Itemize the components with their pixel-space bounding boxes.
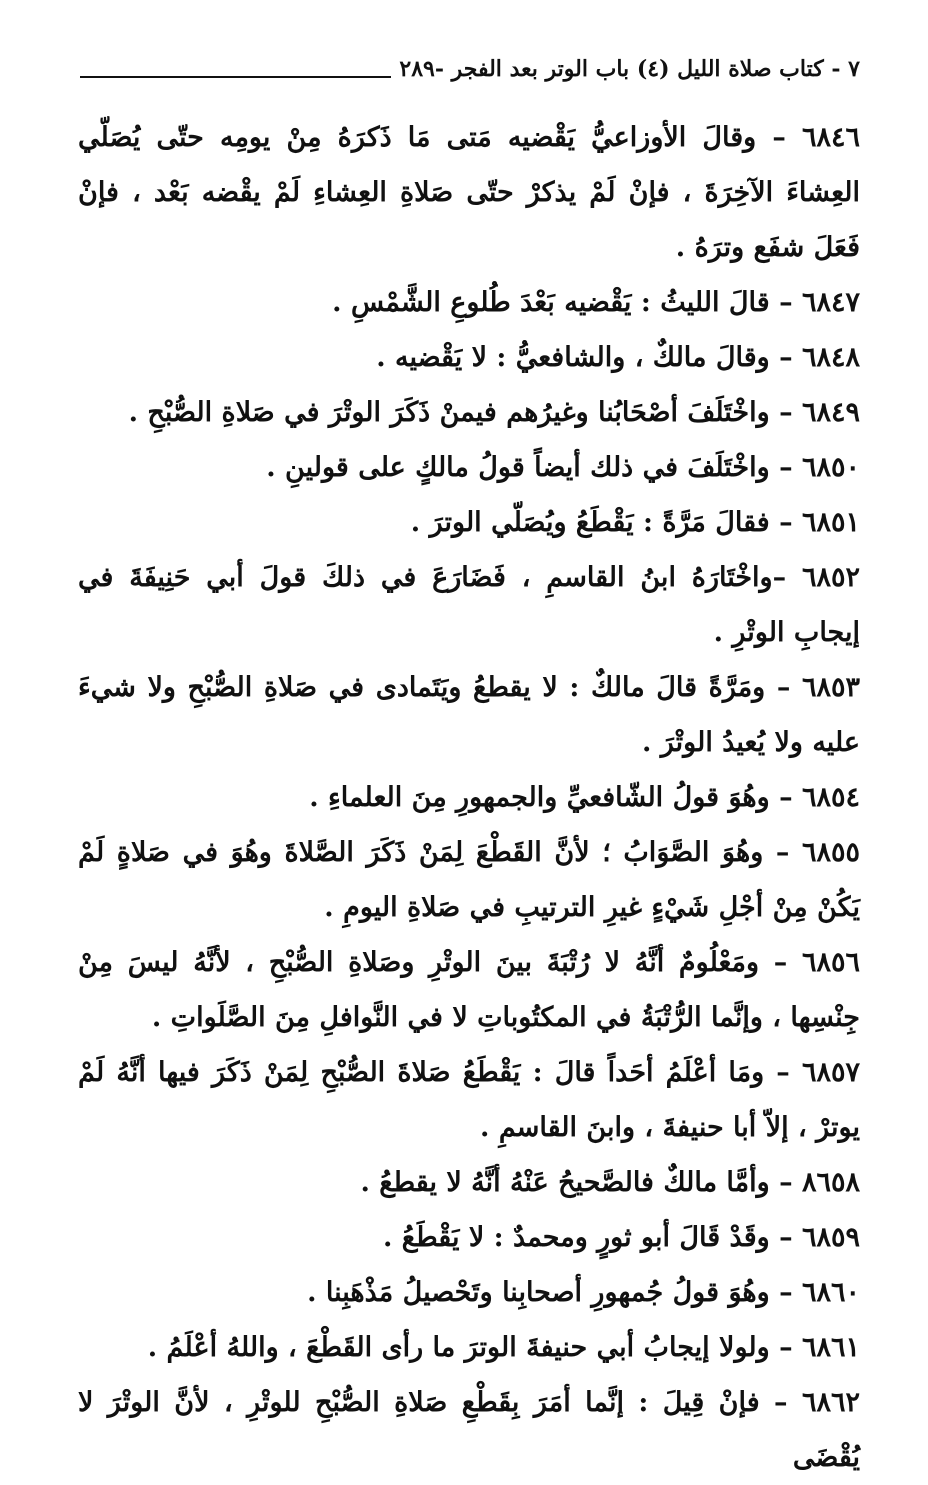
paragraph-text: ولولا إيجابُ أبي حنيفةَ الوترَ ما رأى القَطْعَ ، واللهُ أعْلَمُ . [147,1332,770,1363]
paragraph-number: ٦٨٥٥ [801,837,860,868]
paragraph-text: وهُوَ قولُ جُمهورِ أصحابِنا وتَحْصيلُ مَذْهَبِنا . [307,1277,770,1308]
paragraph-text: وقَدْ قَالَ أبو ثورٍ ومحمدٌ : لا يَقْطَعُ . [382,1222,770,1253]
paragraph-text: وهُوَ قولُ الشّافعيِّ والجمهورِ مِنَ العلماءِ . [309,782,770,813]
paragraph-text: ومَرَّةً قالَ مالكٌ : لا يقطعُ ويَتَمادى في صَلاةِ الصُّبْحِ ولا شيءَ عليه ولا يُعيدُ الوتْرَ . [78,672,860,758]
paragraph-6846: ٦٨٤٦ – وقالَ الأوزاعيُّ يَقْضيه مَتى مَا ذَكرَهُ مِنْ يومِه حتّى يُصَلّي العِشاءَ الآخِرَةَ ، فإنْ لَمْ يذكرْ حتّى صَلاةِ العِشاءِ لَمْ يقْضه بَعْد ، فإنْ فَعَلَ شفَع وترَهُ . [78,122,860,263]
paragraph-text: واخْتَلَفَ أصْحَابُنا وغيرُهم فيمنْ ذَكَرَ الوتْرَ في صَلاةِ الصُّبْحِ . [128,397,770,428]
paragraph-number: ٦٨٦٢ [801,1387,860,1418]
paragraph-number: ٦٨٥٧ [801,1057,860,1088]
paragraph-6860: ٦٨٦٠ – وهُوَ قولُ جُمهورِ أصحابِنا وتَحْصيلُ مَذْهَبِنا . [307,1277,860,1308]
paragraph-text: ومَا أعْلَمُ أحَداً قالَ : يَقْطَعُ صَلاةَ الصُّبْحِ لِمَنْ ذَكَرَ فيها أنَّهُ لَمْ يوترْ ، إلاّ أبا حنيفةَ ، وابنَ القاسمِ . [78,1057,860,1143]
paragraph-number: ٦٨٥١ [801,507,860,538]
text-body [78,110,860,1485]
paragraph-number: ٦٨٤٦ [801,122,860,153]
paragraph-6852: ٦٨٥٢ –واخْتَارَهُ ابنُ القاسمِ ، فَضَارَعَ في ذلكَ قولَ أبي حَنِيفَةَ في إيجابِ الوتْرِ . [78,562,860,648]
paragraph-text: ومَعْلُومٌ أنَّهُ لا رُتْبَةَ بينَ الوتْرِ وصَلاةِ الصُّبْحِ ، لأنَّهُ ليسَ مِنْ جِنْسِها ، وإنَّما الرُّتْبَةُ في المكتُوباتِ لا في النَّوافلِ مِنَ الصَّلَواتِ . [78,947,860,1033]
paragraph-6861: ٦٨٦١ – ولولا إيجابُ أبي حنيفةَ الوترَ ما رأى القَطْعَ ، واللهُ أعْلَمُ . [147,1332,860,1363]
paragraph-6857: ٦٨٥٧ – ومَا أعْلَمُ أحَداً قالَ : يَقْطَعُ صَلاةَ الصُّبْحِ لِمَنْ ذَكَرَ فيها أنَّهُ لَمْ يوترْ ، إلاّ أبا حنيفةَ ، وابنَ القاسمِ . [78,1057,860,1143]
paragraph-6854: ٦٨٥٤ – وهُوَ قولُ الشّافعيِّ والجمهورِ مِنَ العلماءِ . [309,782,860,813]
running-header [80,52,860,92]
paragraph-text: وهُوَ الصَّوَابُ ؛ لأنَّ القَطْعَ لِمَنْ ذَكَرَ الصَّلاةَ وهُوَ في صَلاةٍ لَمْ يَكُنْ مِنْ أجْلِ شَيْءٍ غيرِ الترتيبِ في صَلاةِ اليومِ . [78,837,860,923]
paragraph-6855: ٦٨٥٥ – وهُوَ الصَّوَابُ ؛ لأنَّ القَطْعَ لِمَنْ ذَكَرَ الصَّلاةَ وهُوَ في صَلاةٍ لَمْ يَكُنْ مِنْ أجْلِ شَيْءٍ غيرِ الترتيبِ في صَلاةِ اليومِ . [78,837,860,923]
paragraph-6859: ٦٨٥٩ – وقَدْ قَالَ أبو ثورٍ ومحمدٌ : لا يَقْطَعُ . [382,1222,860,1253]
header-title: ٧ - كتاب صلاة الليل (٤) باب الوتر بعد الفجر -٢٨٩ [391,56,860,82]
paragraph-number: ٦٨٥٤ [801,782,860,813]
paragraph-6856: ٦٨٥٦ – ومَعْلُومٌ أنَّهُ لا رُتْبَةَ بينَ الوتْرِ وصَلاةِ الصُّبْحِ ، لأنَّهُ ليسَ مِنْ جِنْسِها ، وإنَّما الرُّتْبَةُ في المكتُوباتِ لا في النَّوافلِ مِنَ الصَّلَواتِ . [78,947,860,1033]
paragraph-text: فإنْ قِيلَ : إنَّما أمَرَ بِقَطْعِ صَلاةِ الصُّبْحِ للوتْرِ ، لأنَّ الوتْرَ لا يُقْضَى [78,1387,860,1473]
paragraph-number: ٦٨٥٢ [801,562,860,593]
paragraph-6850: ٦٨٥٠ – واخْتَلَفَ في ذلك أيضاً قولُ مالكٍ على قولينِ . [266,452,860,483]
paragraph-number: ٦٨٤٧ [801,287,860,318]
paragraph-6851: ٦٨٥١ – فقالَ مَرَّةً : يَقْطَعُ ويُصَلّي الوترَ . [410,507,860,538]
paragraph-6853: ٦٨٥٣ – ومَرَّةً قالَ مالكٌ : لا يقطعُ ويَتَمادى في صَلاةِ الصُّبْحِ ولا شيءَ عليه ولا يُعيدُ الوتْرَ . [78,672,860,758]
paragraph-number: ٦٨٥٩ [801,1222,860,1253]
paragraph-text: وقالَ مالكٌ ، والشافعيُّ : لا يَقْضيه . [376,342,770,373]
paragraph-text: وقالَ الأوزاعيُّ يَقْضيه مَتى مَا ذَكرَهُ مِنْ يومِه حتّى يُصَلّي العِشاءَ الآخِرَةَ ، فإنْ لَمْ يذكرْ حتّى صَلاةِ العِشاءِ لَمْ يقْضه بَعْد ، فإنْ فَعَلَ شفَع وترَهُ . [78,122,860,263]
paragraph-text: وأمَّا مالكٌ فالصَّحيحُ عَنْهُ أنَّهُ لا يقطعُ . [360,1167,770,1198]
paragraph-number: ٦٨٦١ [801,1332,860,1363]
paragraph-number: ٨٦٥٨ [801,1167,860,1198]
paragraph-6849: ٦٨٤٩ – واخْتَلَفَ أصْحَابُنا وغيرُهم فيمنْ ذَكَرَ الوتْرَ في صَلاةِ الصُّبْحِ . [128,397,860,428]
paragraph-text: فقالَ مَرَّةً : يَقْطَعُ ويُصَلّي الوترَ . [410,507,770,538]
paragraph-number: ٦٨٤٨ [801,342,860,373]
paragraph-text: واخْتَلَفَ في ذلك أيضاً قولُ مالكٍ على قولينِ . [266,452,770,483]
paragraph-6858: ٨٦٥٨ – وأمَّا مالكٌ فالصَّحيحُ عَنْهُ أنَّهُ لا يقطعُ . [360,1167,860,1198]
paragraph-number: ٦٨٥٣ [801,672,860,703]
paragraph-number: ٦٨٥٠ [801,452,860,483]
paragraph-6848: ٦٨٤٨ – وقالَ مالكٌ ، والشافعيُّ : لا يَقْضيه . [376,342,860,373]
paragraph-text: واخْتَارَهُ ابنُ القاسمِ ، فَضَارَعَ في ذلكَ قولَ أبي حَنِيفَةَ في إيجابِ الوتْرِ . [78,562,860,648]
paragraph-text: قالَ الليثُ : يَقْضيه بَعْدَ طُلوعِ الشَّمْسِ . [332,287,770,318]
paragraph-6862: ٦٨٦٢ – فإنْ قِيلَ : إنَّما أمَرَ بِقَطْعِ صَلاةِ الصُّبْحِ للوتْرِ ، لأنَّ الوتْرَ لا يُقْضَى [78,1387,860,1473]
paragraph-6847: ٦٨٤٧ – قالَ الليثُ : يَقْضيه بَعْدَ طُلوعِ الشَّمْسِ . [332,287,860,318]
paragraph-number: ٦٨٤٩ [801,397,860,428]
paragraph-number: ٦٨٥٦ [801,947,860,978]
paragraph-number: ٦٨٦٠ [801,1277,860,1308]
